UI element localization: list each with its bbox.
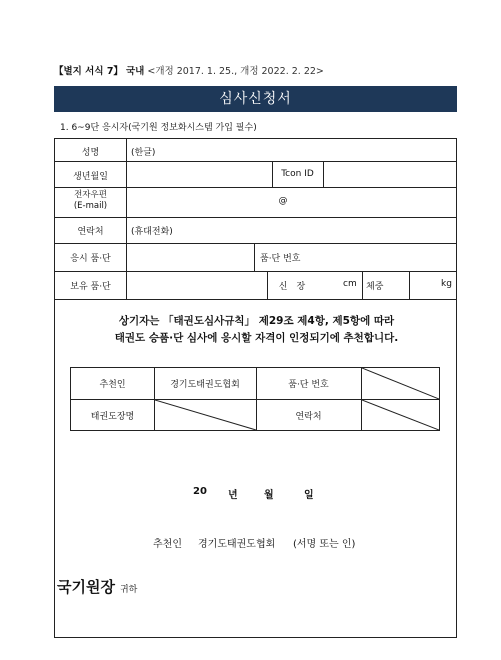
col-divider	[323, 161, 324, 187]
height-unit: cm	[343, 279, 357, 289]
date-year-prefix: 20	[193, 486, 207, 497]
addressee-name: 국기원장	[57, 578, 115, 596]
row-divider	[55, 187, 456, 188]
tcon-field[interactable]	[327, 166, 453, 184]
recommender-label: 추천인	[99, 380, 126, 390]
date-year: 년	[228, 490, 238, 501]
recommender-contact-label: 연락처	[295, 412, 322, 422]
row-divider	[55, 299, 456, 300]
statement-line-2: 태권도 승품·단 심사에 응시할 자격이 인정되기에 추천합니다.	[114, 332, 399, 344]
revision-note: <개정 2017. 1. 25., 개정 2022. 2. 22>	[147, 66, 324, 77]
birth-field[interactable]	[131, 166, 269, 184]
email-label	[55, 190, 126, 212]
date-day: 일	[304, 490, 314, 501]
contact-field[interactable]: (휴대전화)	[131, 227, 173, 237]
email-field[interactable]: @	[278, 196, 288, 206]
recommender-table	[70, 367, 440, 431]
apply-rank-field[interactable]	[131, 247, 251, 267]
col-divider	[409, 271, 410, 299]
birth-label: 생년월일	[73, 172, 108, 182]
form-header	[54, 63, 324, 77]
form-number: 【별지 서식 7】	[54, 66, 123, 77]
row-divider	[55, 243, 456, 244]
email-label-en: (E-mail)	[73, 201, 108, 211]
signature-label: 추천인	[153, 539, 182, 550]
col-divider	[362, 271, 363, 299]
contact-label: 연락처	[77, 227, 104, 237]
height-label: 신 장	[278, 282, 306, 292]
own-rank-field[interactable]	[131, 275, 264, 295]
recommender-rank-label: 품·단 번호	[288, 380, 329, 390]
weight-unit: kg	[441, 279, 452, 289]
rank-number-label: 품·단 번호	[260, 254, 301, 264]
tcon-label: Tcon ID	[281, 169, 314, 179]
signature-org: 경기도태권도협회	[198, 539, 276, 550]
eligibility-note: 1. 6~9단 응시자(국기원 정보화시스템 가입 필수)	[60, 123, 257, 133]
addressee-honorific: 귀하	[119, 585, 138, 595]
struck-cell	[362, 400, 439, 430]
own-rank-label: 보유 품·단	[70, 282, 111, 292]
weight-label: 체중	[366, 282, 384, 292]
row-divider	[55, 161, 456, 162]
name-field[interactable]: (한글)	[131, 148, 156, 158]
addressee	[57, 576, 137, 597]
signature-note: (서명 또는 인)	[293, 539, 356, 550]
col-divider	[126, 139, 127, 299]
page-title: 심사신청서	[54, 86, 457, 112]
application-form	[54, 138, 457, 638]
rank-number-field[interactable]	[317, 247, 452, 267]
recommender-value: 경기도태권도협회	[170, 380, 240, 390]
row-divider	[55, 271, 456, 272]
statement-line-1: 상기자는 「태권도심사규칙」 제29조 제4항, 제5항에 따라	[118, 315, 395, 327]
struck-cell	[155, 400, 256, 430]
col-divider	[254, 243, 255, 271]
name-label: 성명	[81, 148, 100, 158]
email-label-ko: 전자우편	[74, 190, 107, 200]
row-divider	[55, 217, 456, 218]
apply-rank-label: 응시 품·단	[70, 254, 111, 264]
form-category: 국내	[125, 66, 145, 77]
struck-cell	[362, 368, 439, 399]
dojang-label: 태권도장명	[90, 412, 135, 422]
date-month: 월	[264, 490, 274, 501]
